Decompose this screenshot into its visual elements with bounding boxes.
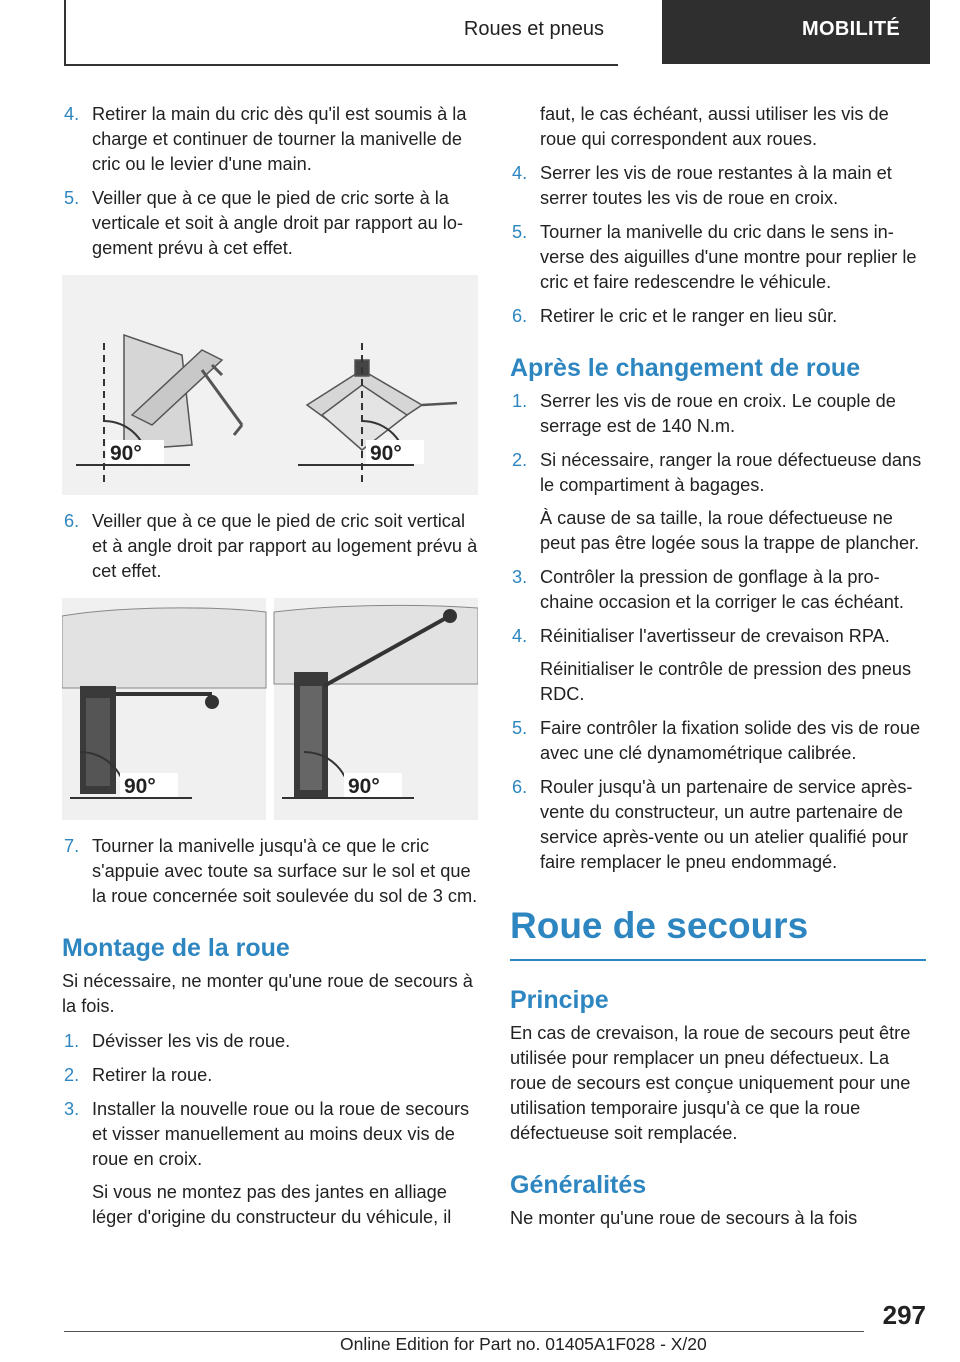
footer-divider [64, 1331, 864, 1332]
step-item [510, 624, 926, 707]
step-text: faut, le cas échéant, aussi utiliser les vis de roue qui correspondent aux roues. [540, 104, 889, 149]
step-number: 6. [512, 306, 528, 326]
step-text: Réinitialiser l'avertisseur de crevaison RPA. [540, 626, 890, 646]
generalites-text: Ne monter qu'une roue de secours à la fois [510, 1208, 858, 1228]
step-text: Contrôler la pression de gonflage à la prochaine occasion et la corriger le cas échéant. [540, 567, 904, 612]
principe-text: En cas de crevaison, la roue de secours peut être utilisée pour remplacer un pneu défectueux. La roue de secours est conçue uniquement pour une utilisation temporaire jusqu'à ce que la roue défectueuse soit remplacée. [510, 1023, 911, 1143]
step-item [62, 102, 478, 177]
step-item [510, 304, 926, 329]
left-column [62, 102, 478, 1239]
step-text: Serrer les vis de roue en croix. Le couple de serrage est de 140 N.m. [540, 391, 896, 436]
montage-intro: Si nécessaire, ne monter qu'une roue de secours à la fois. [62, 971, 473, 1016]
step-number: 5. [512, 222, 528, 242]
step-continuation [510, 102, 926, 152]
step-item [510, 161, 926, 211]
step-number: 4. [512, 163, 528, 183]
section-heading-apres: Après le changement de roue [510, 354, 861, 382]
step-item [62, 1063, 478, 1088]
step-item [510, 389, 926, 439]
step-text: Retirer le cric et le ranger en lieu sûr. [540, 306, 838, 326]
step-text: Rouler jusqu'à un partenaire de service après-vente du constructeur, un autre partenaire de service après-vente ou un atelier qualifié pour faire remplacer le pneu endommagé. [540, 777, 913, 872]
angle-label: 90° [110, 442, 142, 465]
step-number: 3. [512, 567, 528, 587]
step-text: Veiller que à ce que le pied de cric soit vertical et à angle droit par rapport au logement prévu à cet effet. [92, 511, 478, 581]
step-text: Tourner la manivelle jusqu'à ce que le cric s'appuie avec toute sa surface sur le sol et que la roue concernée soit soulevée du sol de 3 cm. [92, 836, 478, 906]
step-item [510, 716, 926, 766]
right-column [510, 102, 926, 1241]
step-text: Dévisser les vis de roue. [92, 1031, 291, 1051]
step-item [62, 1097, 478, 1230]
step-number: 5. [512, 718, 528, 738]
step-number: 3. [64, 1099, 80, 1119]
step-number: 4. [512, 626, 528, 646]
step-text: Serrer les vis de roue restantes à la main et serrer toutes les vis de roue en croix. [540, 163, 892, 208]
step-item [62, 509, 478, 584]
step-number: 6. [64, 511, 80, 531]
angle-label: 90° [348, 775, 380, 798]
step-text: Installer la nouvelle roue ou la roue de secours et visser manuellement au moins deux vis de roue en croix. [92, 1099, 470, 1169]
step-item [510, 775, 926, 875]
subsection-heading-generalites: Généralités [510, 1171, 647, 1199]
step-number: 2. [512, 450, 528, 470]
step-text: Faire contrôler la fixation solide des vis de roue avec une clé dynamométrique calibrée. [540, 718, 921, 763]
step-item [510, 565, 926, 615]
step-subtext: À cause de sa taille, la roue défectueuse ne peut pas être logée sous la trappe de plancher. [540, 508, 920, 553]
page-header [64, 0, 930, 64]
step-item [510, 220, 926, 295]
jack-under-car-illustration [62, 598, 478, 820]
step-item [62, 186, 478, 261]
page-number: 297 [882, 1300, 926, 1330]
step-number: 5. [64, 188, 80, 208]
step-number: 6. [512, 777, 528, 797]
step-subtext: Si vous ne montez pas des jantes en alliage léger d'origine du constructeur du véhicule, il [92, 1182, 452, 1227]
step-text: Tourner la manivelle du cric dans le sens inverse des aiguilles d'une montre pour replier le cric et faire redescendre le véhicule. [540, 222, 917, 292]
step-number: 1. [64, 1031, 80, 1051]
step-item [62, 1029, 478, 1054]
angle-label: 90° [370, 442, 402, 465]
step-item [510, 448, 926, 556]
angle-label: 90° [124, 775, 156, 798]
step-subtext: Réinitialiser le contrôle de pression des pneus RDC. [540, 659, 912, 704]
header-chapter-title: MOBILITÉ [802, 18, 900, 40]
step-number: 7. [64, 836, 80, 856]
step-text: Veiller que à ce que le pied de cric sorte à la verticale et soit à angle droit par rapport au logement prévu à cet effet. [92, 188, 464, 258]
header-chapter-tab [662, 0, 930, 64]
step-text: Retirer la main du cric dès qu'il est soumis à la charge et continuer de tourner la manivelle de cric ou le levier d'une main. [92, 104, 467, 174]
section-heading-montage: Montage de la roue [62, 934, 290, 962]
step-number: 4. [64, 104, 80, 124]
jack-angle-illustration [62, 275, 478, 495]
section-title-roue-de-secours: Roue de secours [510, 903, 926, 961]
footer-edition: Online Edition for Part no. 01405A1F028 - X/20 [340, 1334, 707, 1354]
header-section-title: Roues et pneus [463, 18, 604, 40]
subsection-heading-principe: Principe [510, 986, 609, 1014]
step-text: Retirer la roue. [92, 1065, 213, 1085]
jack-diagram-svg [62, 275, 478, 495]
step-number: 2. [64, 1065, 80, 1085]
step-number: 1. [512, 391, 528, 411]
step-text: Si nécessaire, ranger la roue défectueuse dans le compartiment à bagages. [540, 450, 922, 495]
jack-car-svg [62, 598, 478, 820]
step-item [62, 834, 478, 909]
